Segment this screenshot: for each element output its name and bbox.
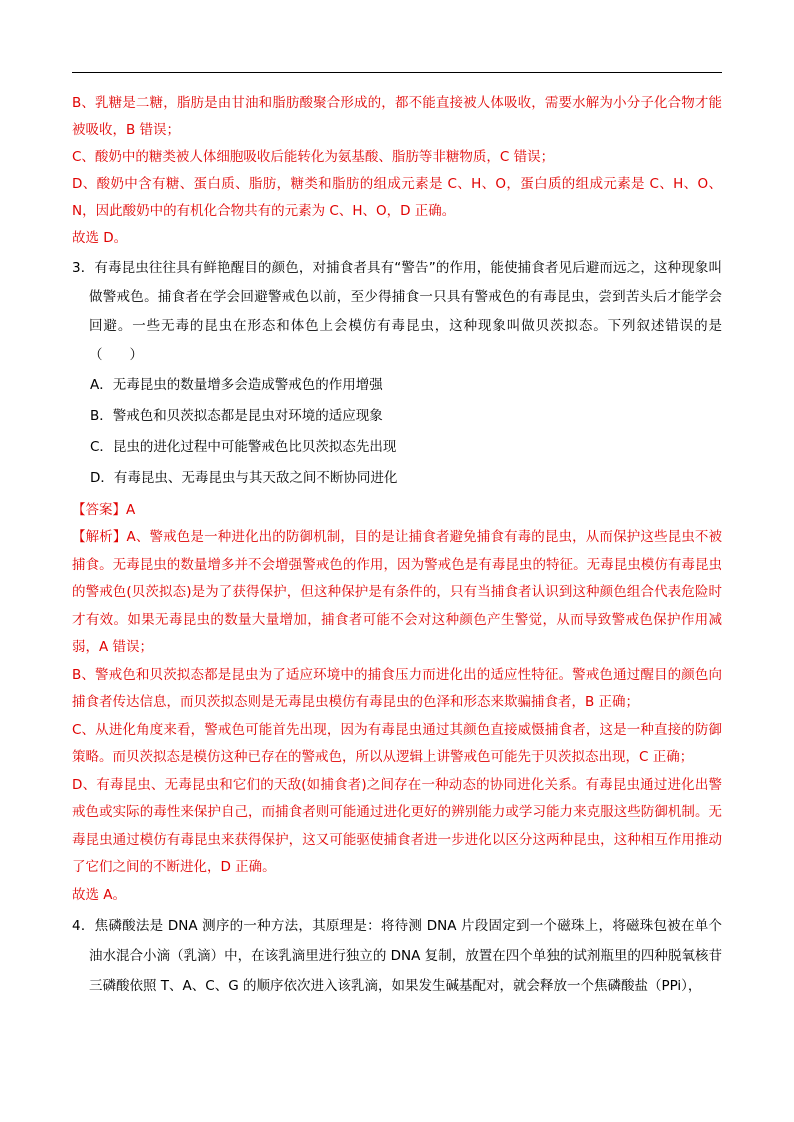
prev-explanation-c: C、酸奶中的糖类被人体细胞吸收后能转化为氨基酸、脂肪等非糖物质，C 错误； xyxy=(72,149,555,165)
page-content xyxy=(72,90,722,1001)
question-3-explanation-c: C、从进化角度来看，警戒色可能首先出现，因为有毒昆虫通过其颜色直接威慑捕食者，这是一种直接的防御策略。而贝茨拟态是模仿这种已存在的警戒色，所以从逻辑上讲警戒色可能先于贝茨拟态出现，C 正确； xyxy=(72,721,722,765)
question-3-option-a: A．无毒昆虫的数量增多会造成警戒色的作用增强 xyxy=(90,377,383,393)
question-3-option-d: D．有毒昆虫、无毒昆虫与其天敌之间不断协同进化 xyxy=(90,470,398,486)
question-3 xyxy=(72,254,722,909)
question-3-option-c: C．昆虫的进化过程中可能警戒色比贝茨拟态先出现 xyxy=(90,439,397,455)
question-3-choice: 故选 A。 xyxy=(72,886,127,903)
header-rule xyxy=(72,72,722,73)
question-3-explanation-b: B、警戒色和贝茨拟态都是昆虫为了适应环境中的捕食压力而进化出的适应性特征。警戒色通过醒目的颜色向捕食者传达信息，而贝茨拟态则是无毒昆虫模仿有毒昆虫的色泽和形态来欺骗捕食者，B 正确； xyxy=(72,666,722,710)
question-4 xyxy=(72,911,722,1001)
question-3-stem: 3．有毒昆虫往往具有鲜艳醒目的颜色，对捕食者具有“警告”的作用，能使捕食者见后避而远之，这种现象叫做警戒色。捕食者在学会回避警戒色以前，至少得捕食一只具有警戒色的有毒昆虫，尝到苦头后才能学会回避。一些无毒的昆虫在形态和体色上会模仿有毒昆虫，这种现象叫做贝茨拟态。下列叙述错误的是（ ） xyxy=(72,260,722,363)
prev-choice: 故选 D。 xyxy=(72,230,128,246)
question-3-option-b: B．警戒色和贝茨拟态都是昆虫对环境的适应现象 xyxy=(90,408,383,424)
question-4-stem: 4．焦磷酸法是 DNA 测序的一种方法，其原理是：将待测 DNA 片段固定到一个磁珠上，将磁珠包被在单个油水混合小滴（乳滴）中，在该乳滴里进行独立的 DNA 复制，放置在四个单独的试剂瓶里的四种脱氧核苷三磷酸依照 T、A、C、G 的顺序依次进入该乳滴，如果发生碱基配对，就会释放一个焦磷酸盐（PPi）， xyxy=(72,918,722,994)
question-3-answer: 【答案】A xyxy=(72,502,136,518)
prev-explanation-b: B、乳糖是二糖，脂肪是由甘油和脂肪酸聚合形成的，都不能直接被人体吸收，需要水解为小分子化合物才能被吸收，B 错误； xyxy=(72,95,722,138)
prev-explanation-d: D、酸奶中含有糖、蛋白质、脂肪，糖类和脂肪的组成元素是 C、H、O，蛋白质的组成元素是 C、H、O、N，因此酸奶中的有机化合物共有的元素为 C、H、O，D 正确。 xyxy=(72,176,722,219)
question-3-explanation-d: D、有毒昆虫、无毒昆虫和它们的天敌(如捕食者)之间存在一种动态的协同进化关系。有毒昆虫通过进化出警戒色或实际的毒性来保护自己，而捕食者则可能通过进化更好的辨别能力或学习能力来克服这些防御机制。无毒昆虫通过模仿有毒昆虫来获得保护，这又可能驱使捕食者进一步进化以区分这两种昆虫，这种相互作用推动了它们之间的不断进化，D 正确。 xyxy=(72,776,722,875)
question-3-explanation-a: 【解析】A、警戒色是一种进化出的防御机制，目的是让捕食者避免捕食有毒的昆虫，从而保护这些昆虫不被捕食。无毒昆虫的数量增多并不会增强警戒色的作用，因为警戒色是有毒昆虫的特征。无毒昆虫模仿有毒昆虫的警戒色(贝茨拟态)是为了获得保护，但这种保护是有条件的，只有当捕食者认识到这种颜色组合代表危险时才有效。如果无毒昆虫的数量大量增加，捕食者可能不会对这种颜色产生警觉，从而导致警戒色保护作用减弱，A 错误； xyxy=(72,529,722,655)
